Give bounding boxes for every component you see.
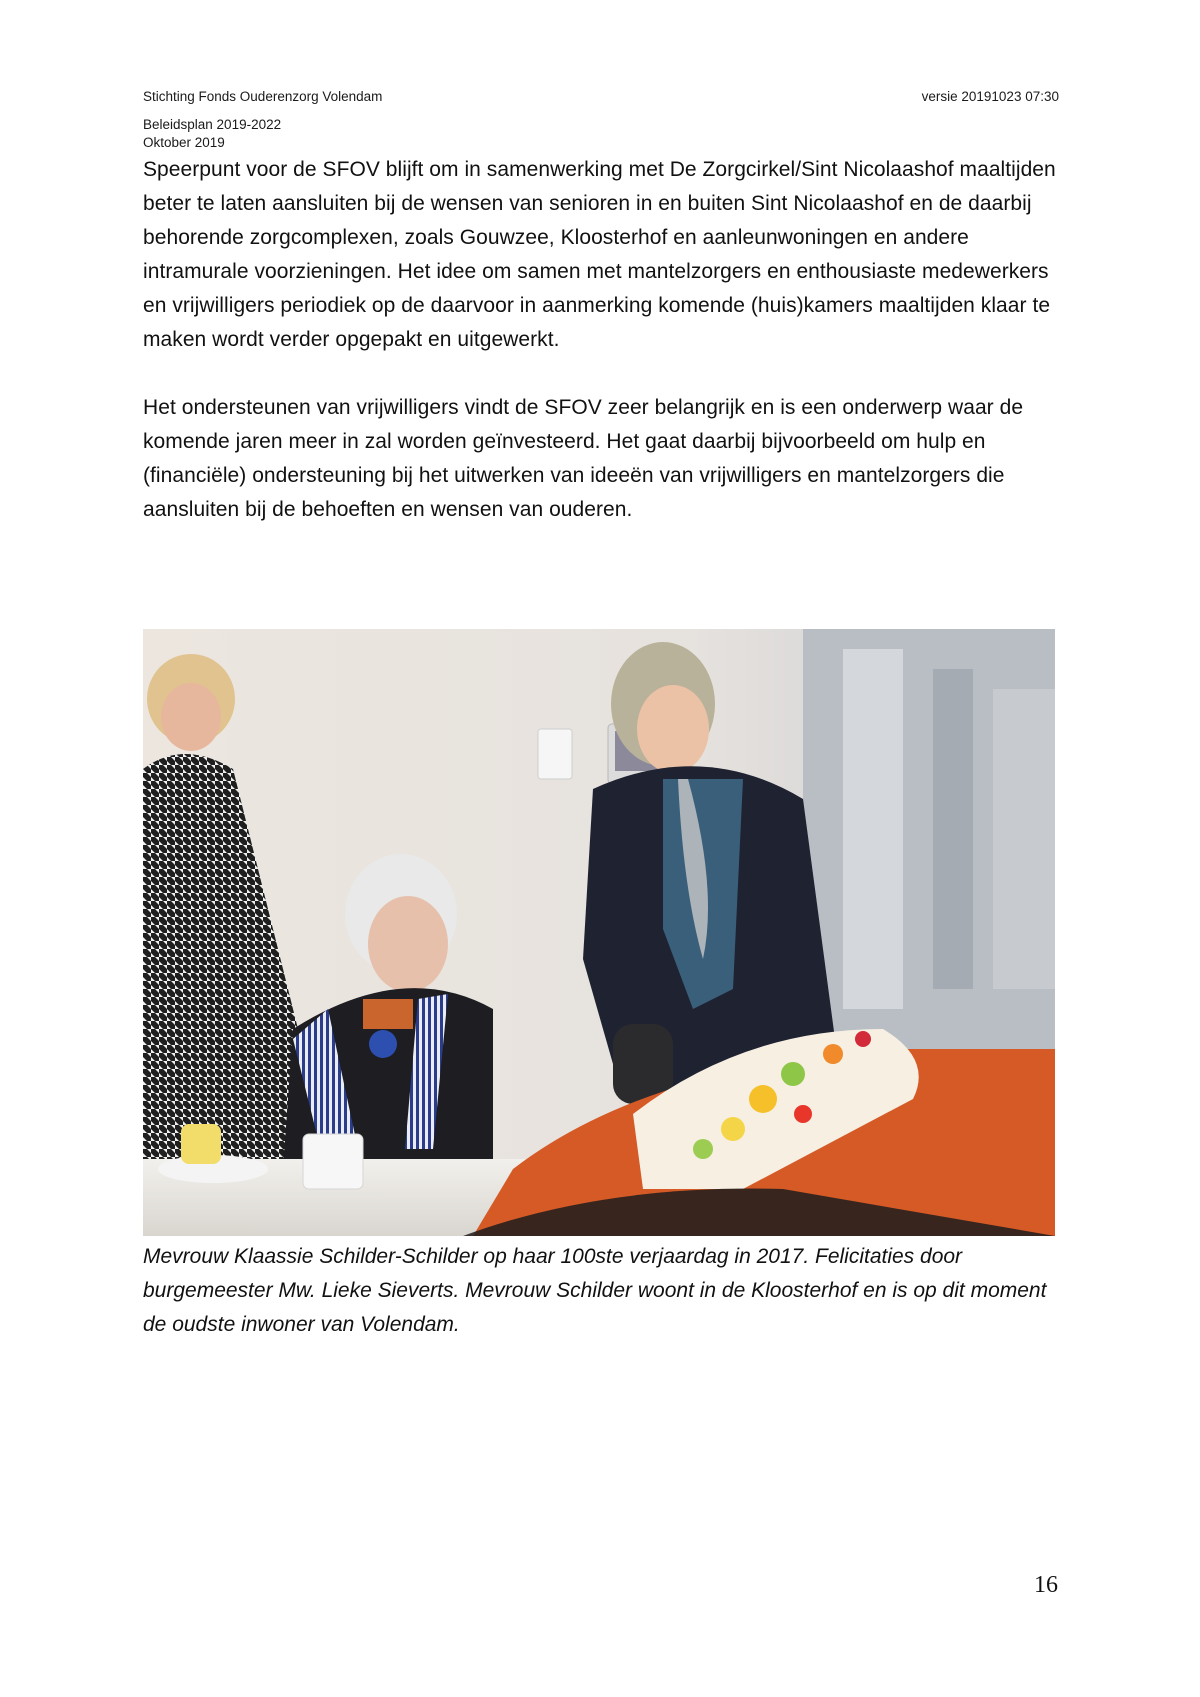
body-paragraph-2: Het ondersteunen van vrijwilligers vindt de SFOV zeer belangrijk en is een onderwerp waar de komende jaren meer in zal worden geïnvesteerd. Het gaat daarbij bijvoorbeeld om hulp en (financiële) ondersteuning bij het uitwerken van ideeën van vrijwilligers en mantelzorgers die aansluiten bij de behoeften en wensen van ouderen. [143, 396, 1024, 521]
header-organization: Stichting Fonds Ouderenzorg Volendam [143, 89, 383, 104]
photo-caption: Mevrouw Klaassie Schilder-Schilder op haar 100ste verjaardag in 2017. Felicitaties door burgemeester Mw. Lieke Sieverts. Mevrouw Schilder woont in de Kloosterhof en is op dit moment de oudste inwoner van Volendam. [143, 1245, 1047, 1336]
page-number: 16 [1034, 1572, 1058, 1598]
body-paragraph-1: Speerpunt voor de SFOV blijft om in samenwerking met De Zorgcirkel/Sint Nicolaashof maaltijden beter te laten aansluiten bij de wensen van senioren in en buiten Sint Nicolaashof en de daarbij behorende zorgcomplexen, zoals Gouwzee, Kloosterhof en aanleunwoningen en andere intramurale voorzieningen. Het idee om samen met mantelzorgers en enthousiaste medewerkers en vrijwilligers periodiek op de daarvoor in aanmerking komende (huis)kamers maaltijden klaar te maken wordt verder opgepakt en uitgewerkt. [143, 158, 1056, 351]
header-date: Oktober 2019 [143, 135, 225, 150]
header-version: versie 20191023 07:30 [921, 89, 1059, 104]
birthday-photo [143, 629, 1055, 1236]
header-plan: Beleidsplan 2019-2022 [143, 117, 282, 132]
